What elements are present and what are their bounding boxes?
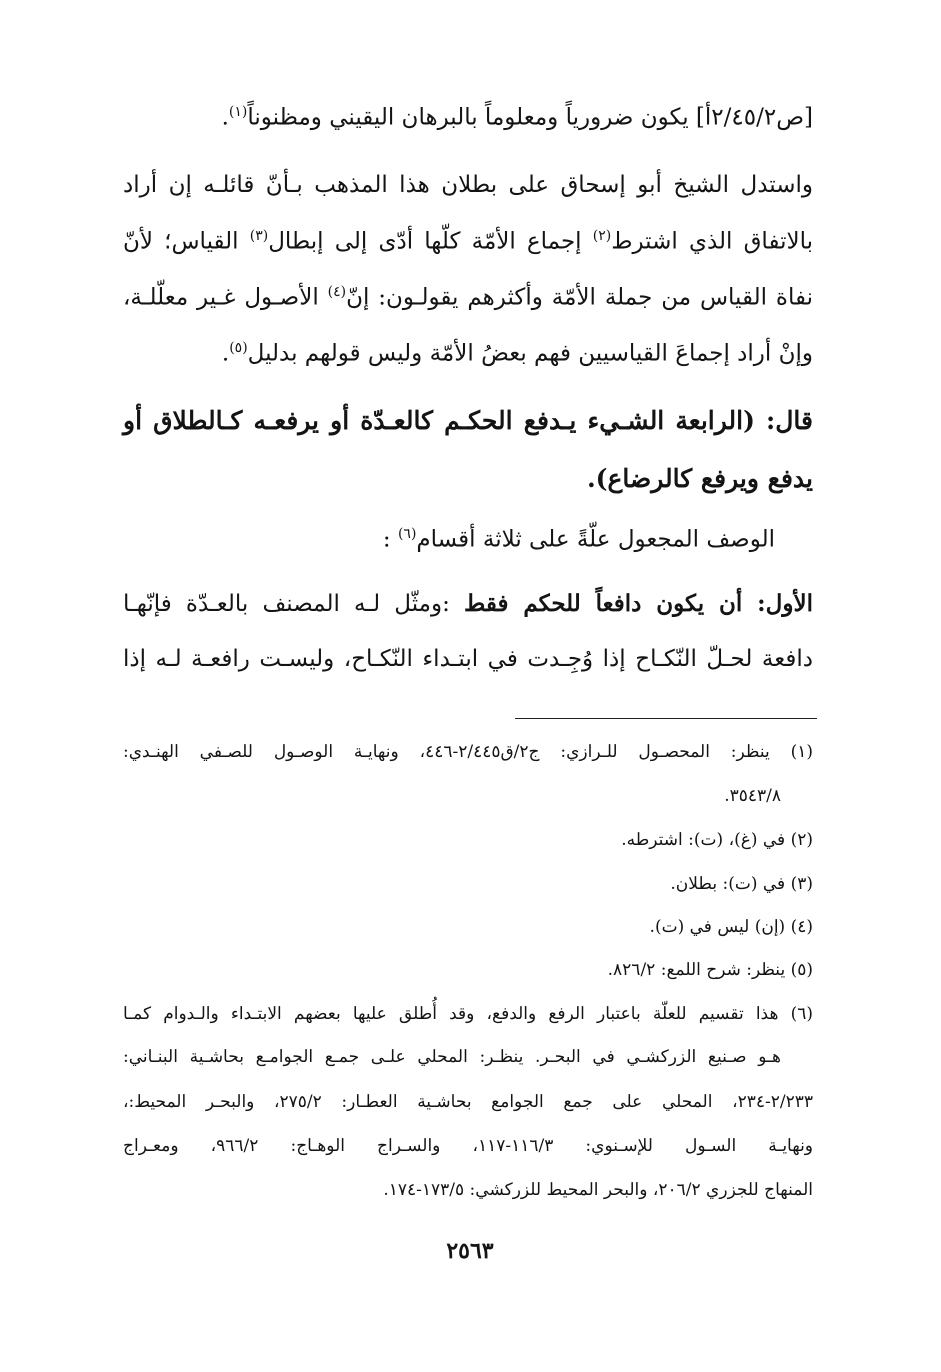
footnote-1-line-1: (١) ينظر: المحصـول للـرازي: ج٢/ق٢/٤٤٥-٤٤٦، ونهايـة الوصـول للصـفي الهنـدي: bbox=[123, 742, 813, 762]
body-line-6-text: الوصف المجعول علّةً على ثلاثة أقسام bbox=[416, 526, 775, 553]
section-heading-line-2: يدفع ويرفع كالرضاع). bbox=[586, 464, 813, 493]
footnote-6-line-5: المنهاج للجزري ٢٠٦/٢، والبحر المحيط للزركشي: ١٧٣/٥-١٧٤. bbox=[383, 1180, 813, 1200]
body-line-1-text: [ص٢/٤٥/٢أ] يكون ضرورياً ومعلوماً بالبرهان اليقيني ومظنوناً bbox=[247, 104, 813, 131]
footnote-4: (٤) (إن) ليس في (ت). bbox=[649, 917, 813, 937]
body-line-3 bbox=[123, 228, 813, 256]
body-line-4 bbox=[123, 284, 813, 312]
body-line-7 bbox=[123, 590, 813, 619]
footnote-3: (٣) في (ت): بطلان. bbox=[670, 874, 813, 894]
body-line-7-rest: :ومثّل لـه المصنف بالعـدّة فإنّهـا bbox=[123, 591, 464, 617]
footnote-5: (٥) ينظر: شرح اللمع: ٨٢٦/٢. bbox=[607, 960, 813, 980]
footnote-ref-6: (٦) bbox=[397, 526, 417, 542]
footnote-6-line-1: (٦) هذا تقسيم للعلّة باعتبار الرفع والدفع، وقد أُطلق عليها بعضهم الابتـداء والـدوام كمـا bbox=[123, 1004, 813, 1024]
footnote-ref-5: (٥) bbox=[229, 340, 248, 356]
footnote-2: (٢) في (غ)، (ت): اشترطه. bbox=[621, 830, 813, 850]
footnote-6-line-2: هـو صـنيع الزركشـي في البحـر. ينظـر: المحلي علـى جمـع الجوامـع بحاشـية البنـاني: bbox=[123, 1047, 781, 1067]
footnote-ref-4: (٤) bbox=[327, 284, 347, 300]
footnote-6-line-3: ٢/٢٣٣-٢٣٤، المحلي على جمع الجوامع بحاشـية العطـار: ٢٧٥/٢، والبحـر المحيط:، bbox=[123, 1092, 813, 1112]
body-line-3-b: إجماع الأمّة كلّها أدّى إلى إبطال bbox=[268, 228, 593, 255]
footnote-ref-1: (١) bbox=[228, 104, 248, 120]
body-line-8: دافعة لحـلّ النّكـاح إذا وُجِـدت في ابتـداء النّكـاح، وليسـت رافعـة لـه إذا bbox=[123, 646, 813, 672]
footnote-1-line-2: ٣٥٤٣/٨. bbox=[724, 786, 781, 806]
body-line-4-b: الأصـول غـير معلّلـة، bbox=[123, 284, 328, 311]
body-line-1-end: . bbox=[221, 104, 229, 131]
body-line-2: واستدل الشيخ أبو إسحاق على بطلان هذا المذهب بـأنّ قائلـه إن أراد bbox=[123, 172, 813, 198]
footnote-6-line-4: ونهايـة السـول للإسـنوي: ١١٦/٣-١١٧، والسـراج الوهـاج: ٩٦٦/٢، ومعـراج bbox=[123, 1136, 814, 1156]
body-line-6-end: : bbox=[382, 526, 398, 553]
body-line-6 bbox=[123, 526, 775, 554]
footnote-ref-3: (٣) bbox=[249, 228, 269, 244]
body-line-3-a: بالاتفاق الذي اشترط bbox=[611, 228, 814, 255]
page-number: ٢٥٦٣ bbox=[446, 1238, 494, 1264]
body-line-5 bbox=[123, 340, 813, 368]
body-line-5-end: . bbox=[221, 340, 230, 367]
first-category-heading: الأول: أن يكون دافعاً للحكم فقط bbox=[464, 590, 813, 617]
section-heading-line-1: قال: (الرابعة الشـيء يـدفع الحكـم كالعـدّة أو يرفعـه كـالطلاق أو bbox=[123, 406, 813, 435]
footnote-separator bbox=[515, 718, 817, 719]
body-line-5-text: وإنْ أراد إجماعَ القياسيين فهم بعضُ الأمّة وليس قولهم بدليل bbox=[247, 340, 813, 367]
body-line-3-c: القياس؛ لأنّ bbox=[123, 228, 250, 255]
footnote-ref-2: (٢) bbox=[592, 228, 612, 244]
body-line-1 bbox=[123, 104, 813, 132]
body-line-4-a: نفاة القياس من جملة الأمّة وأكثرهم يقولـون: إنّ bbox=[346, 284, 813, 311]
